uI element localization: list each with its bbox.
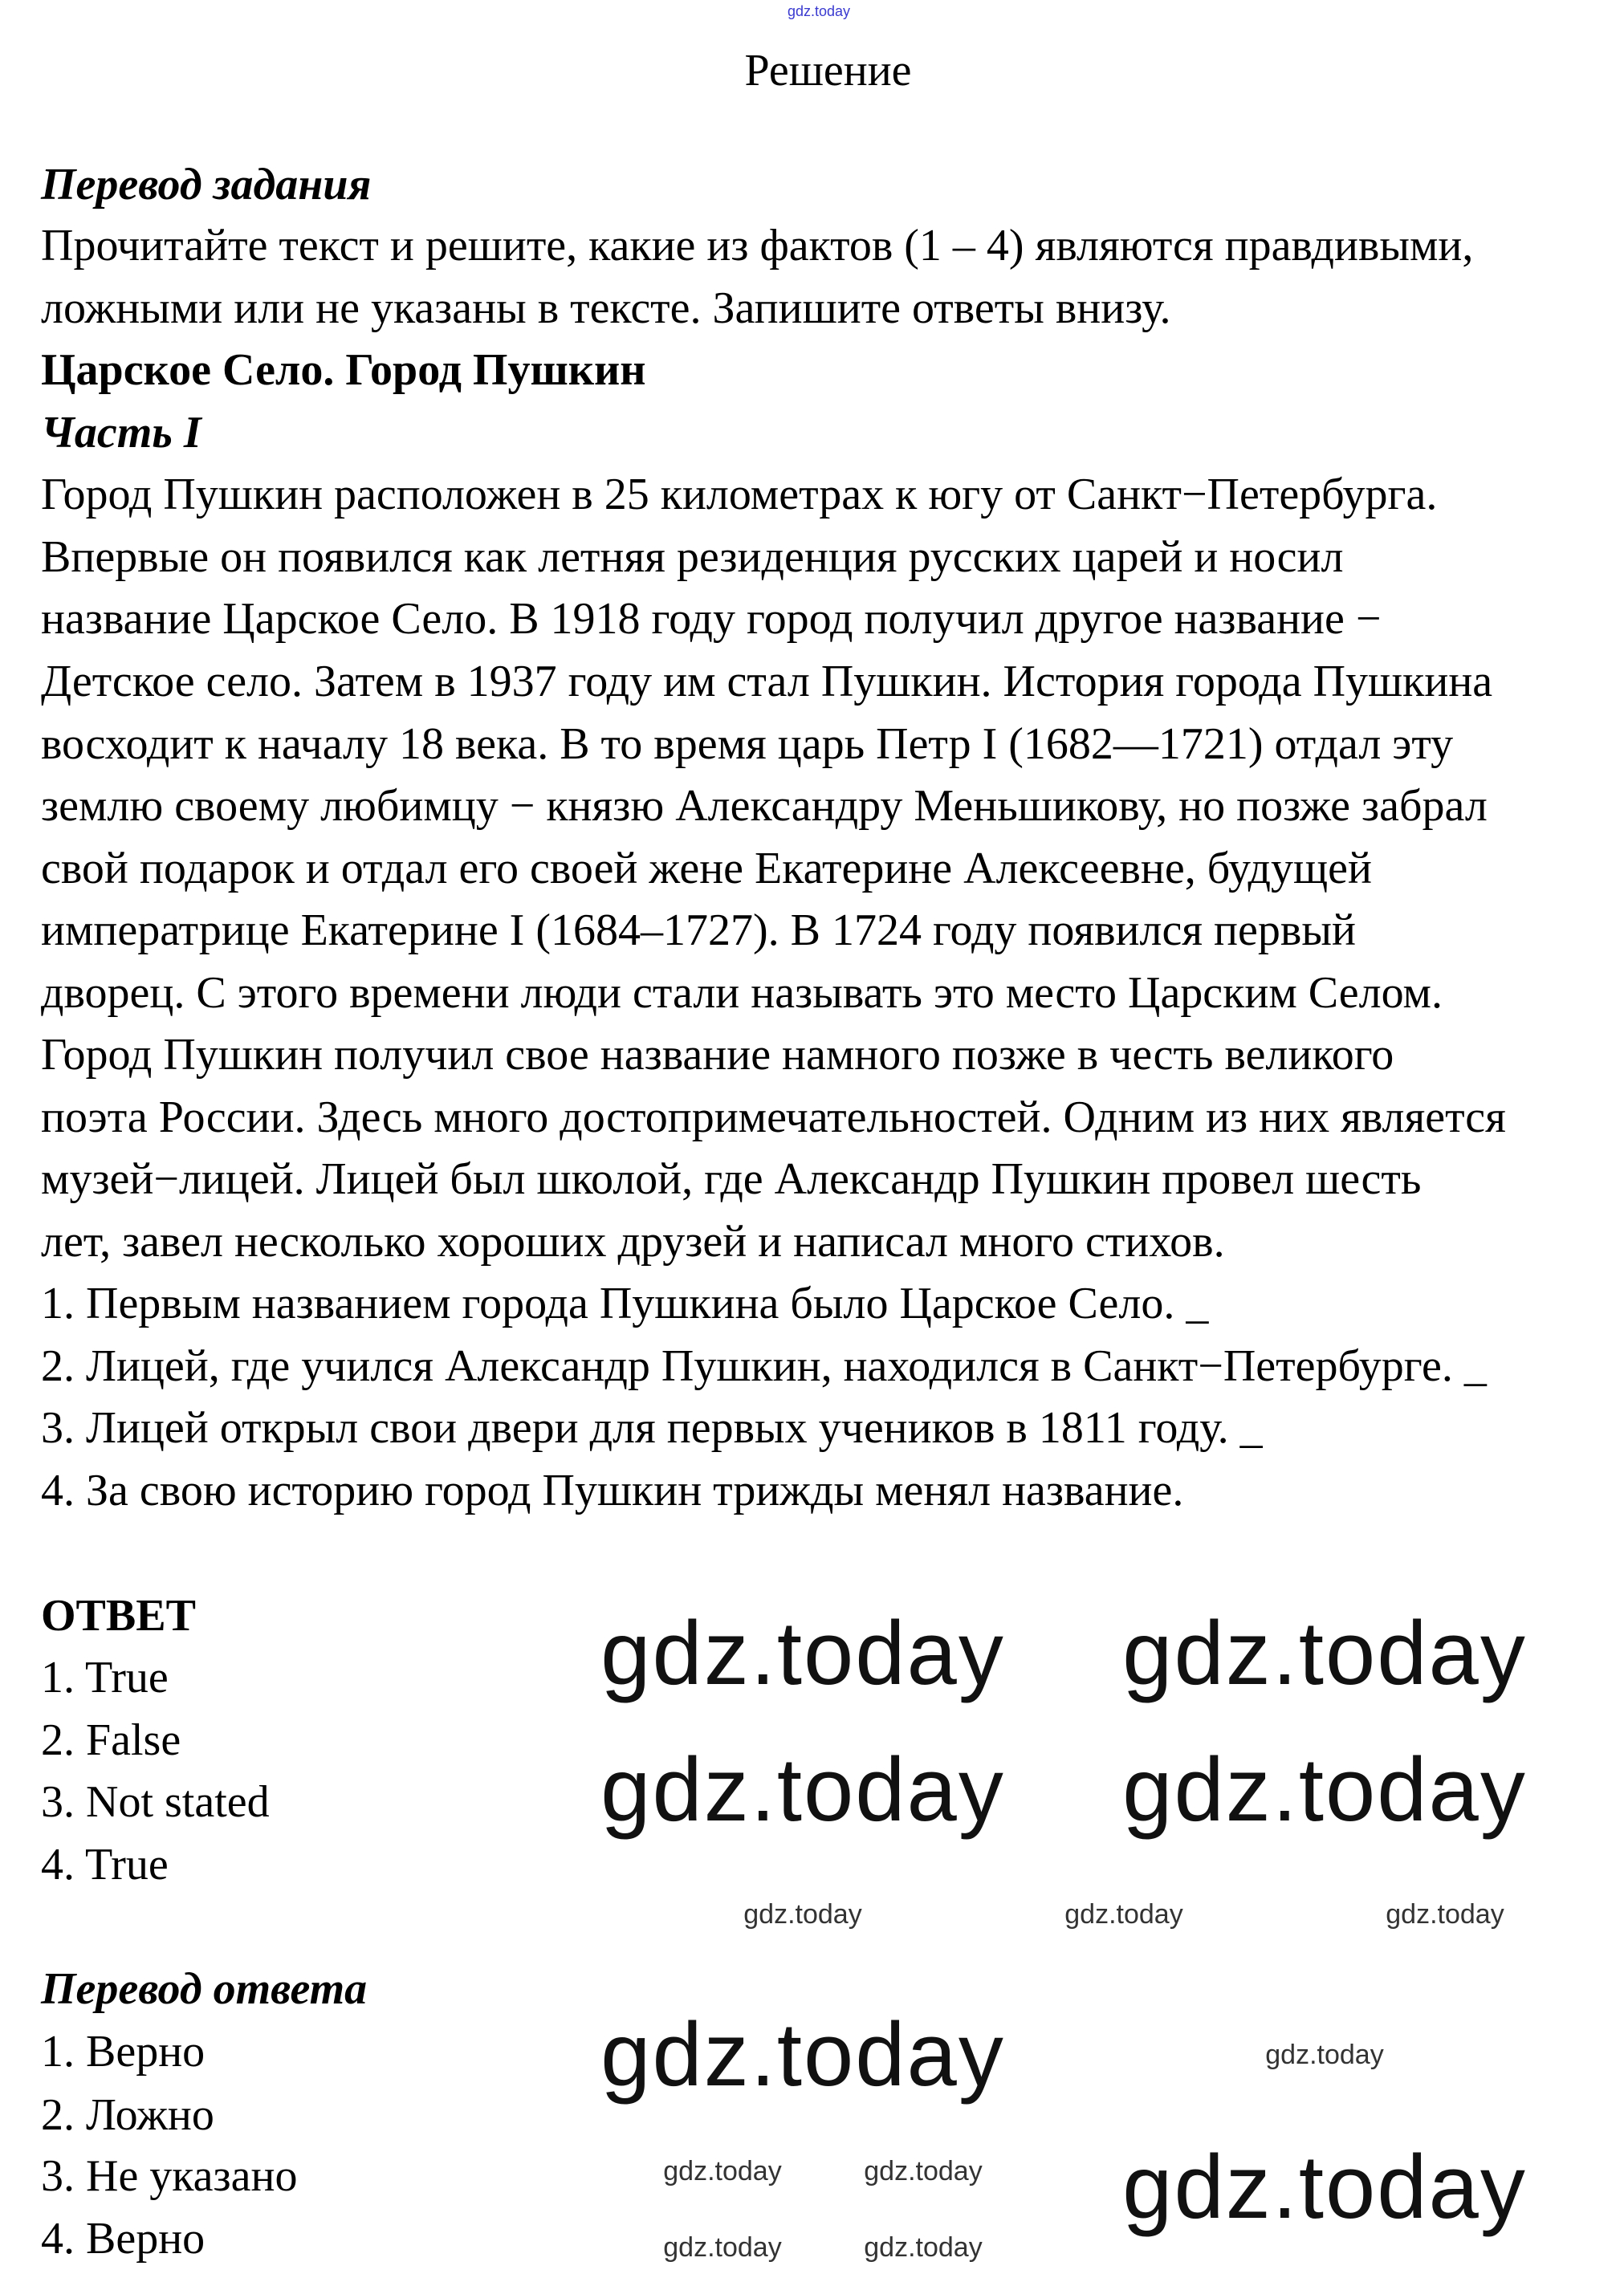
body-line: поэта России. Здесь много достопримечательностей. Одним из них является — [41, 1092, 1506, 1142]
watermark: gdz.today — [1265, 2040, 1384, 2070]
task-translation-heading: Перевод задания — [41, 160, 372, 209]
answer-translation-item: 2. Ложно — [41, 2090, 214, 2140]
task-line: Прочитайте текст и решите, какие из фактов (1 – 4) являются правдивыми, — [41, 221, 1474, 271]
answer-heading: ОТВЕТ — [41, 1591, 196, 1641]
watermark: gdz.today — [600, 1739, 1005, 1840]
watermark: gdz.today — [1386, 1899, 1504, 1930]
body-line: Город Пушкин получил свое название намного позже в честь великого — [41, 1030, 1394, 1080]
answer-item: 2. False — [41, 1715, 181, 1765]
text-title: Царское Село. Город Пушкин — [41, 345, 646, 395]
watermark: gdz.today — [663, 2156, 782, 2186]
body-line: музей−лицей. Лицей был школой, где Александр Пушкин провел шесть — [41, 1154, 1422, 1204]
body-line: Детское село. Затем в 1937 году им стал Пушкин. История города Пушкина — [41, 657, 1493, 706]
statement: 3. Лицей открыл свои двери для первых учеников в 1811 году. _ — [41, 1403, 1263, 1453]
watermark: gdz.today — [1064, 1899, 1183, 1930]
watermark: gdz.today — [1122, 1603, 1527, 1703]
answer-item: 4. True — [41, 1840, 169, 1890]
watermark: gdz.today — [864, 2156, 983, 2186]
watermark: gdz.today — [663, 2232, 782, 2263]
watermark: gdz.today — [600, 2004, 1005, 2105]
answer-translation-item: 1. Верно — [41, 2027, 206, 2077]
watermark: gdz.today — [864, 2232, 983, 2263]
watermark: gdz.today — [743, 1899, 862, 1930]
answer-translation-item: 4. Верно — [41, 2214, 206, 2264]
answer-translation-item: 3. Не указано — [41, 2151, 298, 2201]
part-label: Часть I — [41, 408, 201, 458]
body-line: Впервые он появился как летняя резиденция русских царей и носил — [41, 532, 1344, 582]
statement: 2. Лицей, где учился Александр Пушкин, находился в Санкт−Петербурге. _ — [41, 1341, 1487, 1391]
body-line: землю своему любимцу − князю Александру Меньшикову, но позже забрал — [41, 781, 1488, 831]
watermark: gdz.today — [1122, 2137, 1527, 2237]
answer-item: 1. True — [41, 1653, 169, 1702]
body-line: название Царское Село. В 1918 году город получил другое название − — [41, 594, 1382, 644]
watermark: gdz.today — [600, 1603, 1005, 1703]
watermark: gdz.today — [1122, 1739, 1527, 1840]
answer-translation-heading: Перевод ответа — [41, 1964, 368, 2014]
page-title: Решение — [744, 46, 912, 96]
header-watermark: gdz.today — [787, 3, 851, 19]
statement: 1. Первым названием города Пушкина было Царское Село. _ — [41, 1279, 1209, 1328]
body-line: дворец. С этого времени люди стали называть это место Царским Селом. — [41, 968, 1443, 1018]
statement: 4. За свою историю город Пушкин трижды менял название. — [41, 1466, 1184, 1515]
body-line: свой подарок и отдал его своей жене Екатерине Алексеевне, будущей — [41, 844, 1372, 893]
body-line: Город Пушкин расположен в 25 километрах к югу от Санкт−Петербурга. — [41, 470, 1438, 519]
answer-item: 3. Not stated — [41, 1777, 270, 1827]
task-line: ложными или не указаны в тексте. Запишите ответы внизу. — [41, 283, 1171, 333]
body-line: восходит к началу 18 века. В то время царь Петр I (1682—1721) отдал эту — [41, 719, 1454, 769]
body-line: императрице Екатерине I (1684–1727). В 1724 году появился первый — [41, 905, 1356, 955]
body-line: лет, завел несколько хороших друзей и написал много стихов. — [41, 1217, 1225, 1267]
